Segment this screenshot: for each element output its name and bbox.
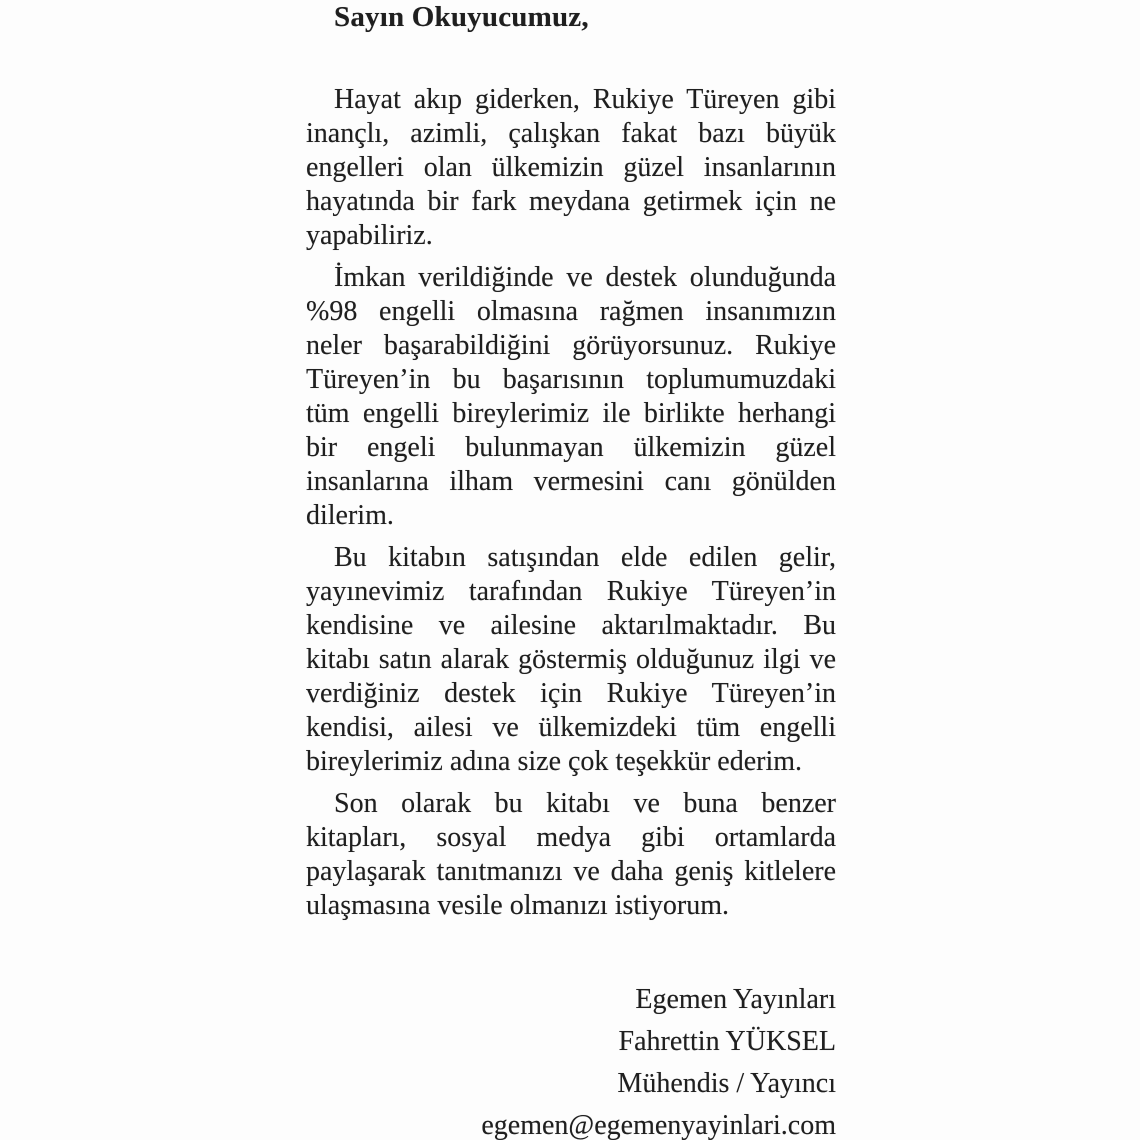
text-line: kendisi, ailesi ve ülkemizdeki tüm engelli	[306, 712, 836, 743]
text-line: tüm engelli bireylerimiz ile birlikte herhangi	[306, 398, 836, 429]
text-column	[306, 0, 836, 1140]
text-line: engelleri olan ülkemizin güzel insanlarının	[306, 152, 836, 183]
paragraph	[306, 787, 836, 923]
contact-email: egemen@egemenyayinlari.com	[481, 1110, 836, 1140]
author-title: Mühendis / Yayıncı	[617, 1068, 836, 1099]
text-line: %98 engelli olmasına rağmen insanımızın	[306, 296, 836, 327]
text-line: Son olarak bu kitabı ve buna benzer	[334, 788, 836, 819]
text-line: kendisine ve ailesine aktarılmaktadır. Bu	[306, 610, 836, 641]
body-paragraphs	[306, 83, 836, 923]
page-heading: Sayın Okuyucumuz,	[334, 1, 589, 33]
text-line: paylaşarak tanıtmanızı ve daha geniş kitlelere	[306, 856, 836, 887]
text-line: kitapları, sosyal medya gibi ortamlarda	[306, 822, 836, 853]
text-line: ulaşmasına vesile olmanızı istiyorum.	[306, 890, 730, 921]
paragraph	[306, 261, 836, 533]
text-line: hayatında bir fark meydana getirmek için ne	[306, 186, 836, 217]
signature-block	[306, 979, 836, 1140]
text-line: Hayat akıp giderken, Rukiye Türeyen gibi	[334, 84, 836, 115]
paragraph	[306, 541, 836, 779]
text-line: neler başarabildiğini görüyorsunuz. Rukiye	[306, 330, 836, 361]
text-line: Türeyen’in bu başarısının toplumumuzdaki	[306, 364, 836, 395]
text-line: kitabı satın alarak göstermiş olduğunuz ilgi ve	[306, 644, 836, 675]
publisher-name: Egemen Yayınları	[635, 984, 836, 1015]
paragraph	[306, 83, 836, 253]
text-line: dilerim.	[306, 500, 394, 531]
text-line: inançlı, azimli, çalışkan fakat bazı büyük	[306, 118, 836, 149]
text-line: bir engeli bulunmayan ülkemizin güzel	[306, 432, 836, 463]
text-line: Bu kitabın satışından elde edilen gelir,	[334, 542, 836, 573]
text-line: yayınevimiz tarafından Rukiye Türeyen’in	[306, 576, 836, 607]
text-line: verdiğiniz destek için Rukiye Türeyen’in	[306, 678, 836, 709]
author-name: Fahrettin YÜKSEL	[618, 1026, 836, 1057]
text-line: İmkan verildiğinde ve destek olunduğunda	[334, 262, 836, 293]
text-line: insanlarına ilham vermesini canı gönülden	[306, 466, 836, 497]
text-line: yapabiliriz.	[306, 220, 433, 251]
text-line: bireylerimiz adına size çok teşekkür ederim.	[306, 746, 803, 777]
